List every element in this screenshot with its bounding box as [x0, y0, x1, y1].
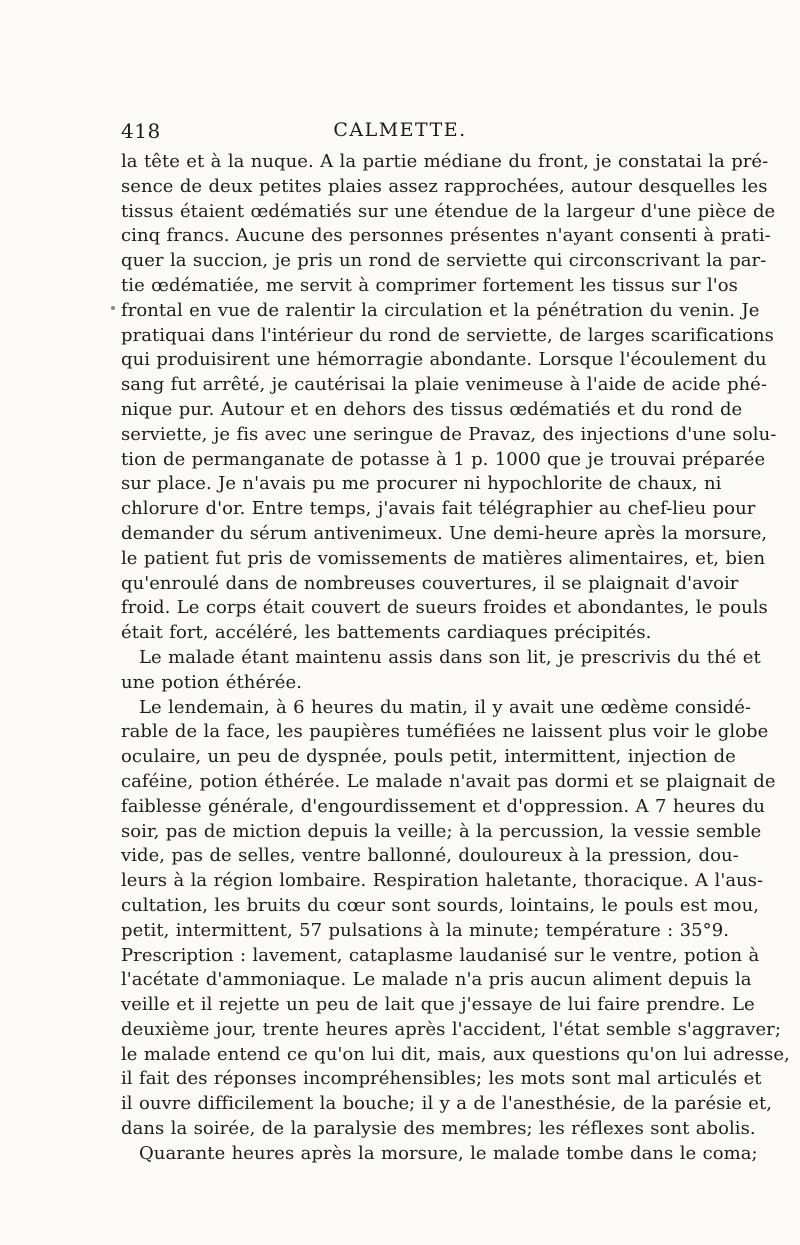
text-line: frontal en vue de ralentir la circulation et la pénétration du venin. Je — [121, 299, 760, 321]
text-line: il fait des réponses incompréhensibles; les mots sont mal articulés et — [121, 1068, 762, 1090]
text-line: sence de deux petites plaies assez rapprochées, autour desquelles les — [121, 175, 768, 197]
text-line: une potion éthérée. — [121, 671, 302, 693]
text-line: vide, pas de selles, ventre ballonné, douloureux à la pression, dou- — [121, 845, 739, 867]
text-line: tissus étaient œdématiés sur une étendue de la largeur d'une pièce de — [121, 200, 776, 222]
text-line: qui produisirent une hémorragie abondante. Lorsque l'écoulement du — [121, 349, 767, 371]
text-line: Prescription : lavement, cataplasme laudanisé sur le ventre, potion à — [121, 944, 760, 966]
text-line: cinq francs. Aucune des personnes présentes n'ayant consenti à prati- — [121, 225, 771, 247]
text-line: rable de la face, les paupières tuméfiées ne laissent plus voir le globe — [121, 721, 769, 743]
text-line: veille et il rejette un peu de lait que j'essaye de lui faire prendre. Le — [121, 994, 755, 1016]
text-line: dans la soirée, de la paralysie des membres; les réflexes sont abolis. — [121, 1118, 756, 1140]
text-line: faiblesse générale, d'engourdissement et d'oppression. A 7 heures du — [121, 795, 766, 817]
page-header — [121, 119, 679, 149]
running-title: CALMETTE. — [333, 119, 467, 141]
text-line: serviette, je fis avec une seringue de Pravaz, des injections d'une solu- — [121, 423, 777, 445]
text-line: cultation, les bruits du cœur sont sourds, lointains, le pouls est mou, — [121, 894, 759, 916]
text-line: leurs à la région lombaire. Respiration haletante, thoracique. A l'aus- — [121, 870, 764, 892]
text-line: l'acétate d'ammoniaque. Le malade n'a pris aucun aliment depuis la — [121, 969, 752, 991]
margin-dot-mark — [111, 306, 115, 310]
text-line: la tête et à la nuque. A la partie médiane du front, je constatai la pré- — [121, 151, 769, 172]
text-line: Le lendemain, à 6 heures du matin, il y avait une œdème considé- — [139, 696, 752, 718]
text-line: le malade entend ce qu'on lui dit, mais, aux questions qu'on lui adresse, — [121, 1043, 790, 1065]
text-line: petit, intermittent, 57 pulsations à la minute; température : 35°9. — [121, 919, 729, 941]
text-line: était fort, accéléré, les battements cardiaques précipités. — [121, 622, 652, 644]
text-line: deuxième jour, trente heures après l'accident, l'état semble s'aggraver; — [121, 1018, 781, 1040]
text-line: quer la succion, je pris un rond de serviette qui circonscrivant la par- — [121, 250, 767, 272]
page-number: 418 — [121, 119, 161, 143]
text-line: froid. Le corps était couvert de sueurs froides et abondantes, le pouls — [121, 597, 768, 619]
text-line: caféine, potion éthérée. Le malade n'avait pas dormi et se plaignait de — [121, 770, 776, 792]
text-line: sang fut arrêté, je cautérisai la plaie venimeuse à l'aide de acide phé- — [121, 374, 767, 396]
text-line: chlorure d'or. Entre temps, j'avais fait télégraphier au chef-lieu pour — [121, 498, 756, 520]
text-line: Quarante heures après la morsure, le malade tombe dans le coma; — [139, 1142, 758, 1164]
body-text — [121, 150, 790, 1167]
text-line: tion de permanganate de potasse à 1 p. 1000 que je trouvai préparée — [121, 448, 766, 470]
text-line: qu'enroulé dans de nombreuses couvertures, il se plaignait d'avoir — [121, 572, 739, 594]
text-line: sur place. Je n'avais pu me procurer ni hypochlorite de chaux, ni — [121, 473, 722, 495]
text-line: pratiquai dans l'intérieur du rond de serviette, de larges scarifications — [121, 324, 774, 346]
text-line: soir, pas de miction depuis la veille; à la percussion, la vessie semble — [121, 820, 762, 842]
text-line: le patient fut pris de vomissements de matières alimentaires, et, bien — [121, 547, 766, 569]
text-line: il ouvre difficilement la bouche; il y a de l'anesthésie, de la parésie et, — [121, 1093, 773, 1115]
text-line: tie œdématiée, me servit à comprimer fortement les tissus sur l'os — [121, 274, 738, 296]
text-line: Le malade étant maintenu assis dans son lit, je prescrivis du thé et — [139, 646, 761, 668]
text-line: nique pur. Autour et en dehors des tissus œdématiés et du rond de — [121, 398, 743, 420]
text-line: demander du sérum antivenimeux. Une demi-heure après la morsure, — [121, 522, 768, 544]
text-line: oculaire, un peu de dyspnée, pouls petit, intermittent, injection de — [121, 746, 736, 768]
